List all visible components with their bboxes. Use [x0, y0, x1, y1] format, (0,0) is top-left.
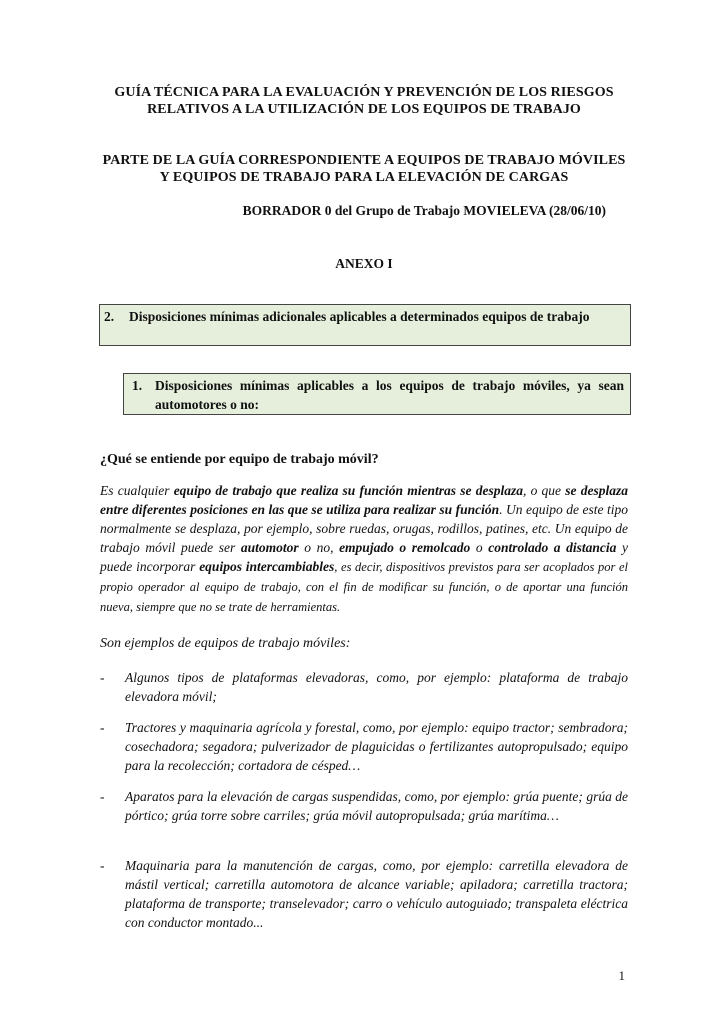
list-marker: - [100, 858, 105, 873]
definition-emphasis: equipo de trabajo que realiza su función mientras se desplaza [173, 483, 523, 498]
definition-emphasis: equipos intercambiables [199, 559, 335, 574]
list-item [100, 856, 628, 932]
definition-text: , o que [522, 483, 566, 498]
draft-label: BORRADOR 0 del Grupo de Trabajo MOVIELEVA (28/06/10) [242, 203, 606, 218]
document-subtitle: PARTE DE LA GUÍA CORRESPONDIENTE A EQUIPOS DE TRABAJO MÓVILES Y EQUIPOS DE TRABAJO PARA LA ELEVACIÓN DE CARGAS [102, 153, 626, 185]
definition-emphasis: controlado a distancia [488, 540, 617, 555]
definition-text: , es decir, dispositivos previstos para ser acoplados por el propio operador al equipo de trabajo, con el fin de modificar su función, o de aportar una función nueva, siempre que no se trate de herramientas. [100, 560, 629, 614]
list-item [100, 787, 628, 825]
document-title: GUÍA TÉCNICA PARA LA EVALUACIÓN Y PREVENCIÓN DE LOS RIESGOS RELATIVOS A LA UTILIZACIÓN DE LOS EQUIPOS DE TRABAJO [114, 85, 614, 117]
list-item-text: Algunos tipos de plataformas elevadoras, como, por ejemplo: plataforma de trabajo elevadora móvil; [125, 670, 628, 704]
page-number: 1 [618, 968, 625, 983]
definition-text: . Un equipo de este tipo normalmente se desplaza, por ejemplo, sobre ruedas, orugas, rodillos, patines, etc. Un equipo de trabajo móvil puede ser [100, 502, 628, 555]
list-item [100, 668, 628, 706]
list-marker: - [100, 789, 105, 804]
definition-text: Es cualquier [100, 483, 174, 498]
definition-paragraph [100, 481, 628, 617]
definition-text: y puede incorporar [100, 540, 629, 574]
list-marker: - [100, 670, 105, 685]
list-item-text: Aparatos para la elevación de cargas suspendidas, como, por ejemplo: grúa puente; grúa de pórtico; grúa torre sobre carriles; grúa móvil autopropulsada; grúa marítima… [125, 789, 628, 823]
list-item-text: Maquinaria para la manutención de cargas, como, por ejemplo: carretilla elevadora de mástil vertical; carretilla automotora de alcance variable; apiladora; carretilla tractora; plataforma de transporte; transelevador; carro o vehículo autoguiado; transpaleta eléctrica con conductor montado... [125, 858, 628, 930]
definition-emphasis: automotor [240, 540, 299, 555]
list-item-text: Tractores y maquinaria agrícola y forestal, como, por ejemplo: equipo tractor; sembradora; cosechadora; segadora; pulverizador de plaguicidas o fertilizantes autopropulsado; equipo para la recolección; cortadora de césped… [125, 720, 628, 773]
section-heading-box [99, 304, 631, 346]
definition-emphasis: se desplaza entre diferentes posiciones en las que se utiliza para realizar su función [100, 483, 628, 517]
subsection-heading-box [123, 373, 631, 415]
definition-text: o no, [298, 540, 340, 555]
annex-heading: ANEXO I [335, 256, 393, 271]
question-heading: ¿Qué se entiende por equipo de trabajo móvil? [100, 452, 379, 467]
examples-intro: Son ejemplos de equipos de trabajo móviles: [100, 636, 351, 651]
list-item [100, 718, 628, 775]
section-title: Disposiciones mínimas adicionales aplicables a determinados equipos de trabajo [129, 309, 590, 324]
list-marker: - [100, 720, 105, 735]
definition-text: o [470, 540, 489, 555]
section-number: 2. [104, 309, 115, 324]
subsection-title: Disposiciones mínimas aplicables a los equipos de trabajo móviles, ya sean automotores o no: [155, 378, 624, 412]
subsection-number: 1. [132, 378, 143, 393]
definition-emphasis: empujado o remolcado [339, 540, 471, 555]
